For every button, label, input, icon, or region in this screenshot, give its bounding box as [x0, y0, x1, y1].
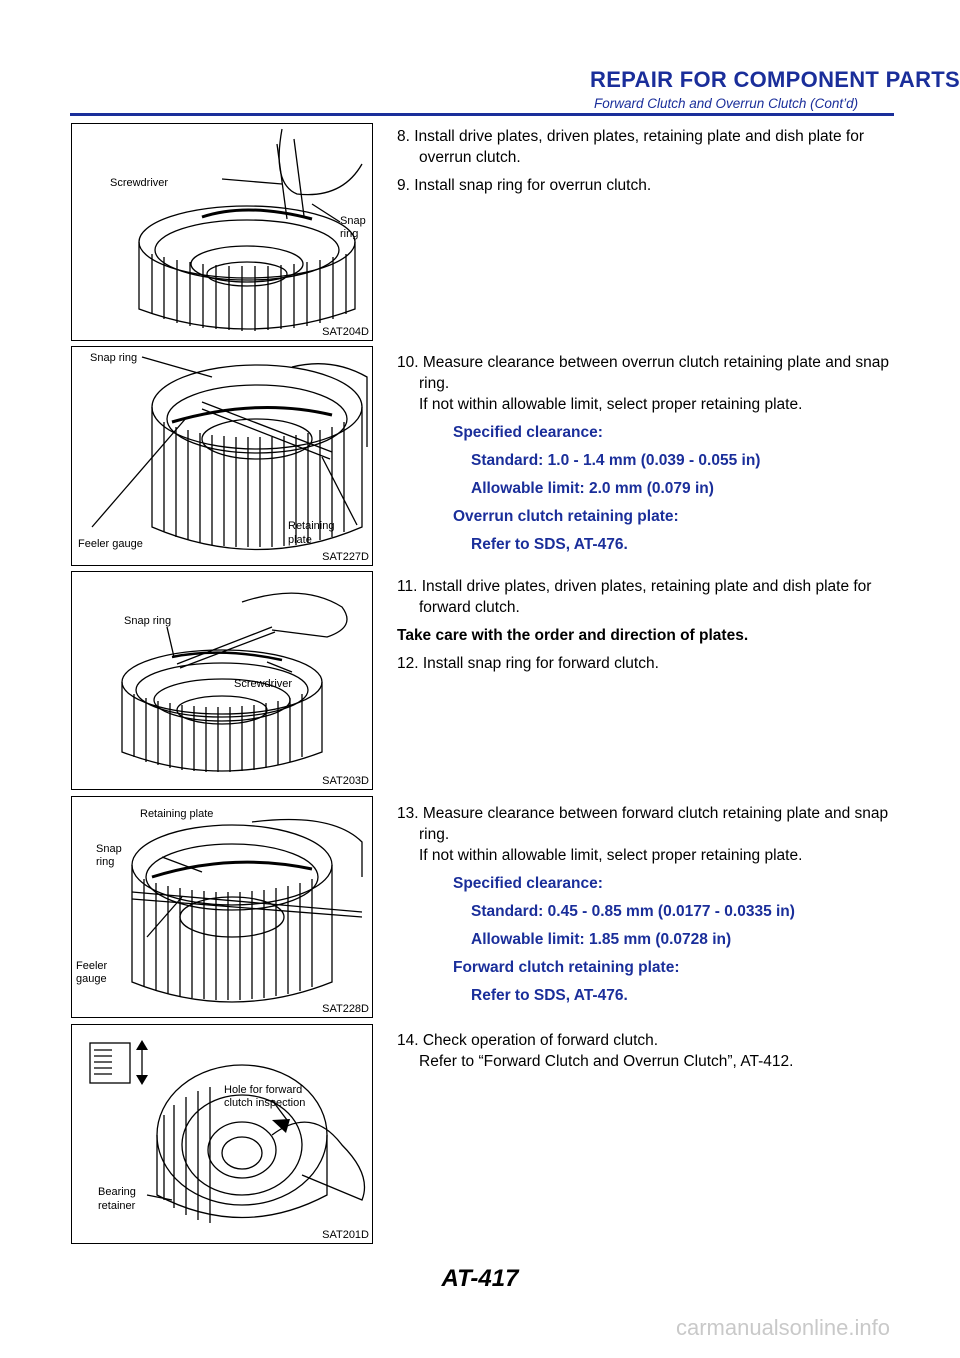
figure-code: SAT203D [322, 775, 369, 787]
step-13-note: If not within allowable limit, select proper retaining plate. [419, 847, 803, 864]
spec-standard: Standard: 0.45 - 0.85 mm (0.0177 - 0.0335 in) [471, 903, 795, 920]
label-retaining: Retaining [288, 520, 335, 532]
overrun-clutch-clearance-illustration [72, 347, 372, 565]
inspection-arrow-icon [272, 1119, 290, 1133]
overrun-clutch-snap-ring-illustration [72, 124, 372, 340]
label-gauge: gauge [76, 973, 107, 985]
steps-11-12 [397, 576, 897, 681]
steps-8-9 [397, 126, 897, 203]
step-9: 9. Install snap ring for overrun clutch. [397, 177, 652, 194]
spec-clearance-title: Specified clearance: [453, 424, 603, 441]
spec-allowable-limit: Allowable limit: 1.85 mm (0.0728 in) [471, 931, 732, 948]
label-feeler: Feeler [76, 960, 108, 972]
spec-standard: Standard: 1.0 - 1.4 mm (0.039 - 0.055 in) [471, 452, 761, 469]
spec-retaining-plate: Forward clutch retaining plate: [453, 959, 680, 976]
figure-sat228d [71, 796, 373, 1018]
spec-allowable-limit: Allowable limit: 2.0 mm (0.079 in) [471, 480, 714, 497]
label-hole-for-forward: Hole for forward [224, 1084, 303, 1096]
step-10-text: 10. Measure clearance between overrun clutch retaining plate and snap ring. [397, 354, 890, 392]
watermark: carmanualsonline.info [675, 1315, 890, 1340]
page-number: AT-417 [441, 1265, 519, 1292]
step-14 [397, 1030, 897, 1079]
label-clutch-inspection: clutch inspection [224, 1097, 306, 1109]
step-10-note: If not within allowable limit, select proper retaining plate. [419, 396, 803, 413]
spec-clearance-title: Specified clearance: [453, 875, 603, 892]
label-snap: Snap [340, 215, 366, 227]
figure-code: SAT228D [322, 1003, 369, 1015]
step-10 [397, 352, 897, 562]
step-13-text: 13. Measure clearance between forward clutch retaining plate and snap ring. [397, 805, 889, 843]
page-section-title: REPAIR FOR COMPONENT PARTS [590, 67, 960, 92]
label-feeler-gauge: Feeler gauge [78, 538, 143, 550]
step-13 [397, 803, 897, 1013]
figure-code: SAT227D [322, 551, 369, 563]
label-snap-ring: Snap ring [90, 352, 138, 364]
label-snap: Snap [96, 843, 122, 855]
label-plate: plate [288, 534, 312, 546]
forward-clutch-snap-ring-illustration [72, 572, 372, 789]
forward-clutch-clearance-illustration [72, 797, 372, 1017]
label-retaining-plate: Retaining plate [140, 808, 214, 820]
figure-code: SAT201D [322, 1229, 369, 1241]
figure-sat227d [71, 346, 373, 566]
step-11-caution: Take care with the order and direction of plates. [397, 627, 749, 644]
label-ring: ring [340, 228, 359, 240]
figure-sat203d [71, 571, 373, 790]
label-snap-ring: Snap ring [124, 615, 172, 627]
label-screwdriver: Screwdriver [110, 177, 169, 189]
step-11: 11. Install drive plates, driven plates, retaining plate and dish plate for forward clutch. [397, 578, 872, 616]
arrow-up-icon [136, 1040, 148, 1050]
page-section-subtitle: Forward Clutch and Overrun Clutch (Cont’d) [594, 96, 859, 111]
figure-sat201d [71, 1024, 373, 1244]
step-14-text: 14. Check operation of forward clutch. [397, 1032, 659, 1049]
spec-retaining-plate: Overrun clutch retaining plate: [453, 508, 679, 525]
figure-sat204d [71, 123, 373, 341]
figure-code: SAT204D [322, 326, 369, 338]
label-bearing: Bearing [98, 1186, 136, 1198]
arrow-down-icon [136, 1075, 148, 1085]
step-14-reference: Refer to “Forward Clutch and Overrun Clutch”, AT-412. [419, 1053, 794, 1070]
label-retainer: retainer [98, 1200, 136, 1212]
label-screwdriver: Screwdriver [234, 678, 293, 690]
spec-reference: Refer to SDS, AT-476. [471, 536, 628, 553]
spec-reference: Refer to SDS, AT-476. [471, 987, 628, 1004]
forward-clutch-operation-check-illustration [72, 1025, 372, 1243]
step-12: 12. Install snap ring for forward clutch. [397, 655, 659, 672]
header-divider [70, 113, 894, 116]
label-ring: ring [96, 856, 115, 868]
step-8: 8. Install drive plates, driven plates, retaining plate and dish plate for overrun clutch. [397, 128, 864, 166]
